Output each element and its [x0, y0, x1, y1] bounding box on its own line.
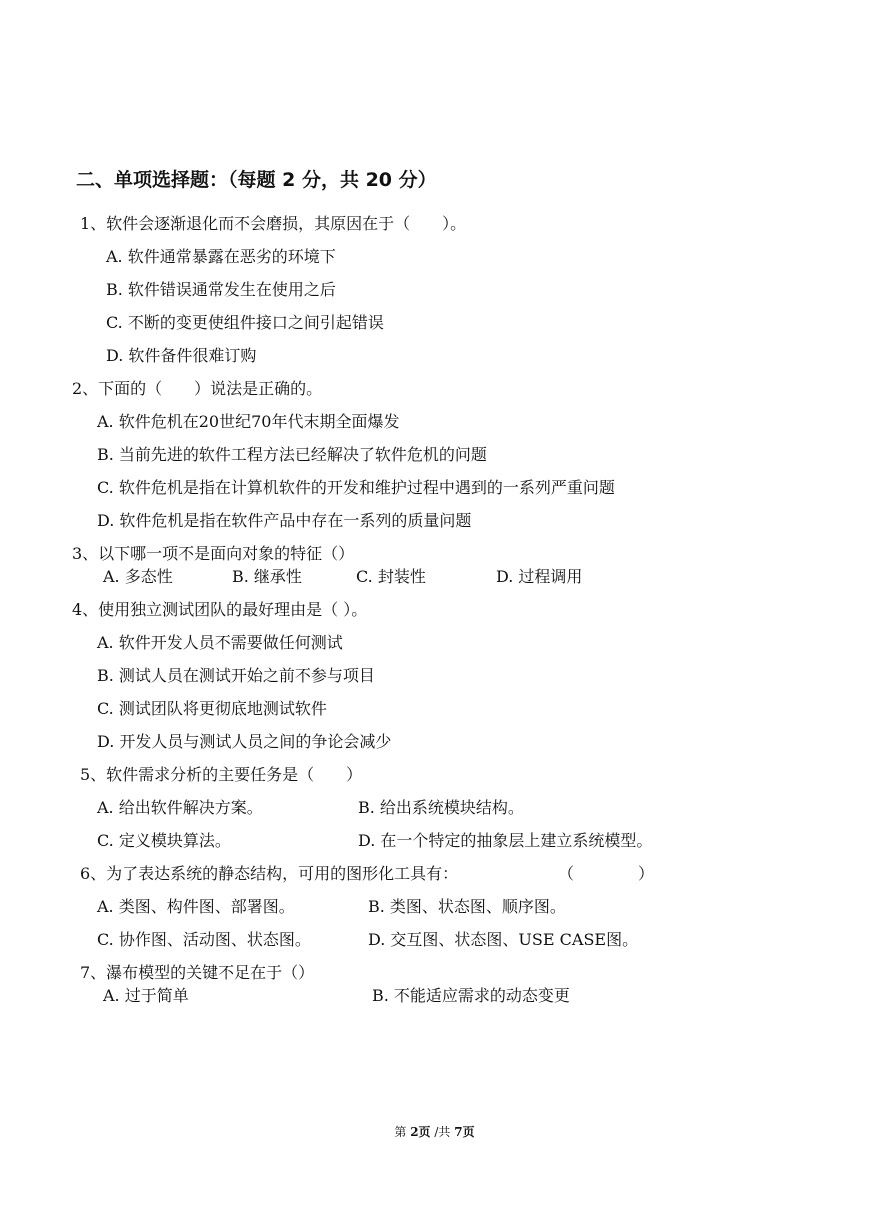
question-5-option-d: D. 在一个特定的抽象层上建立系统模型。: [358, 831, 653, 850]
footer-current-page: 2页: [410, 1125, 431, 1139]
question-3-option-b: B. 继承性: [232, 567, 302, 586]
question-1-option-d: D. 软件备件很难订购: [106, 346, 257, 365]
question-7-stem: 7、瀑布模型的关键不足在于（）: [80, 963, 315, 982]
question-6-answer-paren: （ ）: [558, 864, 655, 883]
question-6-option-b: B. 类图、状态图、顺序图。: [368, 897, 566, 916]
question-5-option-c: C. 定义模块算法。: [97, 831, 231, 850]
question-4-option-c: C. 测试团队将更彻底地测试软件: [97, 699, 327, 718]
question-7-option-a: A. 过于简单: [103, 986, 189, 1005]
question-1-stem: 1、软件会逐渐退化而不会磨损，其原因在于（ ）。: [80, 214, 467, 233]
question-1-option-b: B. 软件错误通常发生在使用之后: [106, 280, 336, 299]
question-6-option-a: A. 类图、构件图、部署图。: [97, 897, 295, 916]
question-4-option-b: B. 测试人员在测试开始之前不参与项目: [97, 666, 375, 685]
question-2-option-d: D. 软件危机是指在软件产品中存在一系列的质量问题: [97, 511, 472, 530]
question-1-option-c: C. 不断的变更使组件接口之间引起错误: [106, 313, 384, 332]
question-2-option-b: B. 当前先进的软件工程方法已经解决了软件危机的问题: [97, 445, 487, 464]
question-3-option-d: D. 过程调用: [496, 567, 583, 586]
footer-total-pages: 7页: [454, 1125, 475, 1139]
question-2-stem: 2、下面的（ ）说法是正确的。: [72, 379, 323, 398]
question-3-stem: 3、以下哪一项不是面向对象的特征（）: [72, 544, 355, 563]
question-4-stem: 4、使用独立测试团队的最好理由是（ ）。: [72, 600, 368, 619]
footer-prefix: 第: [394, 1125, 407, 1139]
page-footer: [0, 1124, 869, 1140]
question-4-option-d: D. 开发人员与测试人员之间的争论会减少: [97, 732, 392, 751]
question-3-option-c: C. 封装性: [356, 567, 426, 586]
question-7-option-b: B. 不能适应需求的动态变更: [372, 986, 570, 1005]
question-5-stem: 5、软件需求分析的主要任务是（ ）: [80, 765, 363, 784]
question-1-option-a: A. 软件通常暴露在恶劣的环境下: [106, 247, 336, 266]
question-6-stem: 6、为了表达系统的静态结构，可用的图形化工具有：: [80, 864, 459, 883]
question-2-option-c: C. 软件危机是指在计算机软件的开发和维护过程中遇到的一系列严重问题: [97, 478, 615, 497]
question-6-option-d: D. 交互图、状态图、USE CASE图。: [368, 930, 639, 949]
footer-separator: /共: [434, 1125, 451, 1139]
question-5-option-b: B. 给出系统模块结构。: [358, 798, 524, 817]
section-title: 二、单项选择题：（每题 2 分，共 20 分）: [76, 169, 437, 191]
question-4-option-a: A. 软件开发人员不需要做任何测试: [97, 633, 343, 652]
question-6-option-c: C. 协作图、活动图、状态图。: [97, 930, 311, 949]
question-2-option-a: A. 软件危机在20世纪70年代末期全面爆发: [97, 412, 400, 431]
question-3-option-a: A. 多态性: [103, 567, 173, 586]
question-5-option-a: A. 给出软件解决方案。: [97, 798, 263, 817]
